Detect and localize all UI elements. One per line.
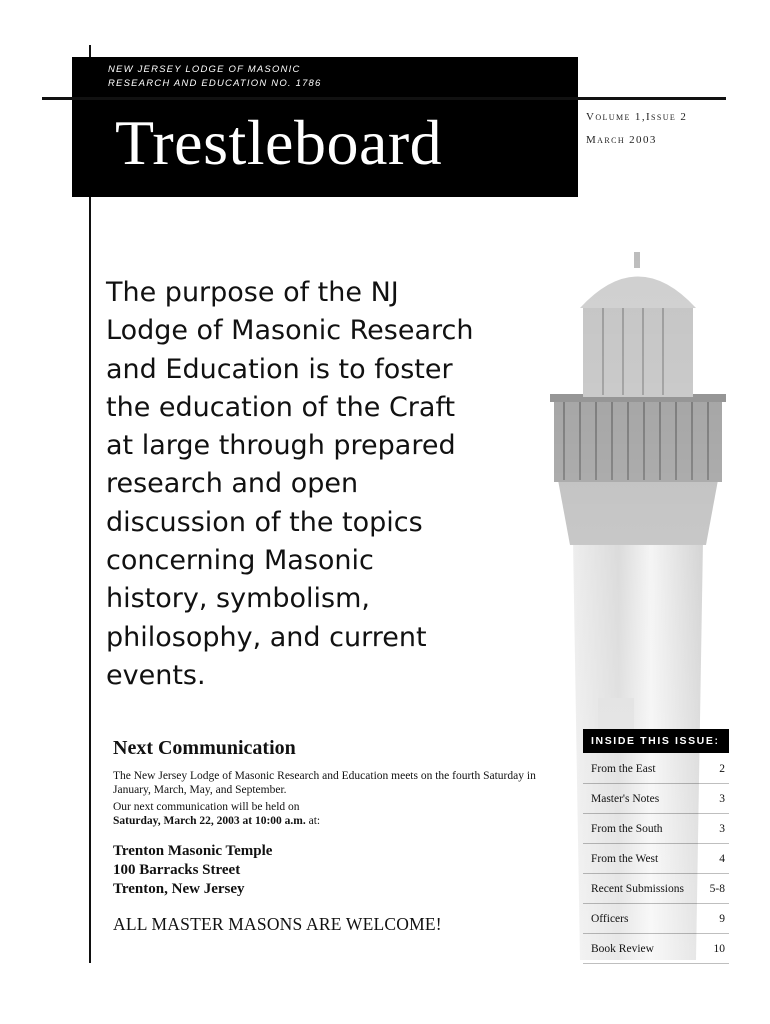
issue-info <box>586 111 687 157</box>
organization-name <box>108 63 322 91</box>
toc-item <box>583 784 729 814</box>
toc-item-page: 5-8 <box>709 882 725 895</box>
toc-item-label: Officers <box>591 912 629 925</box>
toc-item-label: Recent Submissions <box>591 882 684 895</box>
next-meeting-tail: at: <box>305 815 321 827</box>
address-line-2: 100 Barracks Street <box>113 862 241 878</box>
toc-item <box>583 904 729 934</box>
table-of-contents <box>583 754 729 964</box>
purpose-statement: The purpose of the NJ Lodge of Masonic Research and Education is to foster the education of the Craft at large through prepared research and open discussion of the topics concerning Masonic history, symbolism, philosophy, and current events. <box>106 277 474 691</box>
next-meeting-intro: Our next communication will be held on <box>113 801 300 813</box>
toc-item <box>583 844 729 874</box>
next-meeting-datetime: Saturday, March 22, 2003 at 10:00 a.m. <box>113 815 306 827</box>
toc-item-page: 3 <box>719 822 725 835</box>
next-meeting-text <box>113 800 553 828</box>
toc-item <box>583 934 729 964</box>
toc-item <box>583 814 729 844</box>
volume-issue: Volume 1,Issue 2 <box>586 111 688 123</box>
address-line-3: Trenton, New Jersey <box>113 881 245 897</box>
toc-item <box>583 874 729 904</box>
toc-item-label: From the East <box>591 762 656 775</box>
welcome-text: ALL MASTER MASONS ARE WELCOME! <box>113 914 442 934</box>
address-line-1: Trenton Masonic Temple <box>113 843 273 859</box>
toc-item-page: 2 <box>719 762 725 775</box>
org-line-1: NEW JERSEY LODGE OF MASONIC <box>108 64 301 75</box>
toc-item-label: From the West <box>591 852 659 865</box>
toc-item-page: 9 <box>719 912 725 925</box>
toc-item-page: 3 <box>719 792 725 805</box>
toc-item-label: Master's Notes <box>591 792 660 805</box>
toc-item-page: 4 <box>719 852 725 865</box>
org-line-2: RESEARCH AND EDUCATION NO. 1786 <box>108 78 322 89</box>
inside-this-issue-header: INSIDE THIS ISSUE: <box>583 729 729 753</box>
toc-item-label: Book Review <box>591 942 654 955</box>
next-communication-heading: Next Communication <box>113 737 296 759</box>
newsletter-title: Trestleboard <box>115 107 443 178</box>
toc-item-label: From the South <box>591 822 663 835</box>
issue-date: March 2003 <box>586 134 657 146</box>
meeting-address <box>113 842 553 899</box>
next-communication-section <box>113 737 553 935</box>
masthead-rule <box>42 97 726 100</box>
meeting-schedule-text: The New Jersey Lodge of Masonic Research and Education meets on the fourth Saturday in January, March, May, and September. <box>113 770 536 796</box>
toc-item-page: 10 <box>713 942 725 955</box>
toc-item <box>583 754 729 784</box>
